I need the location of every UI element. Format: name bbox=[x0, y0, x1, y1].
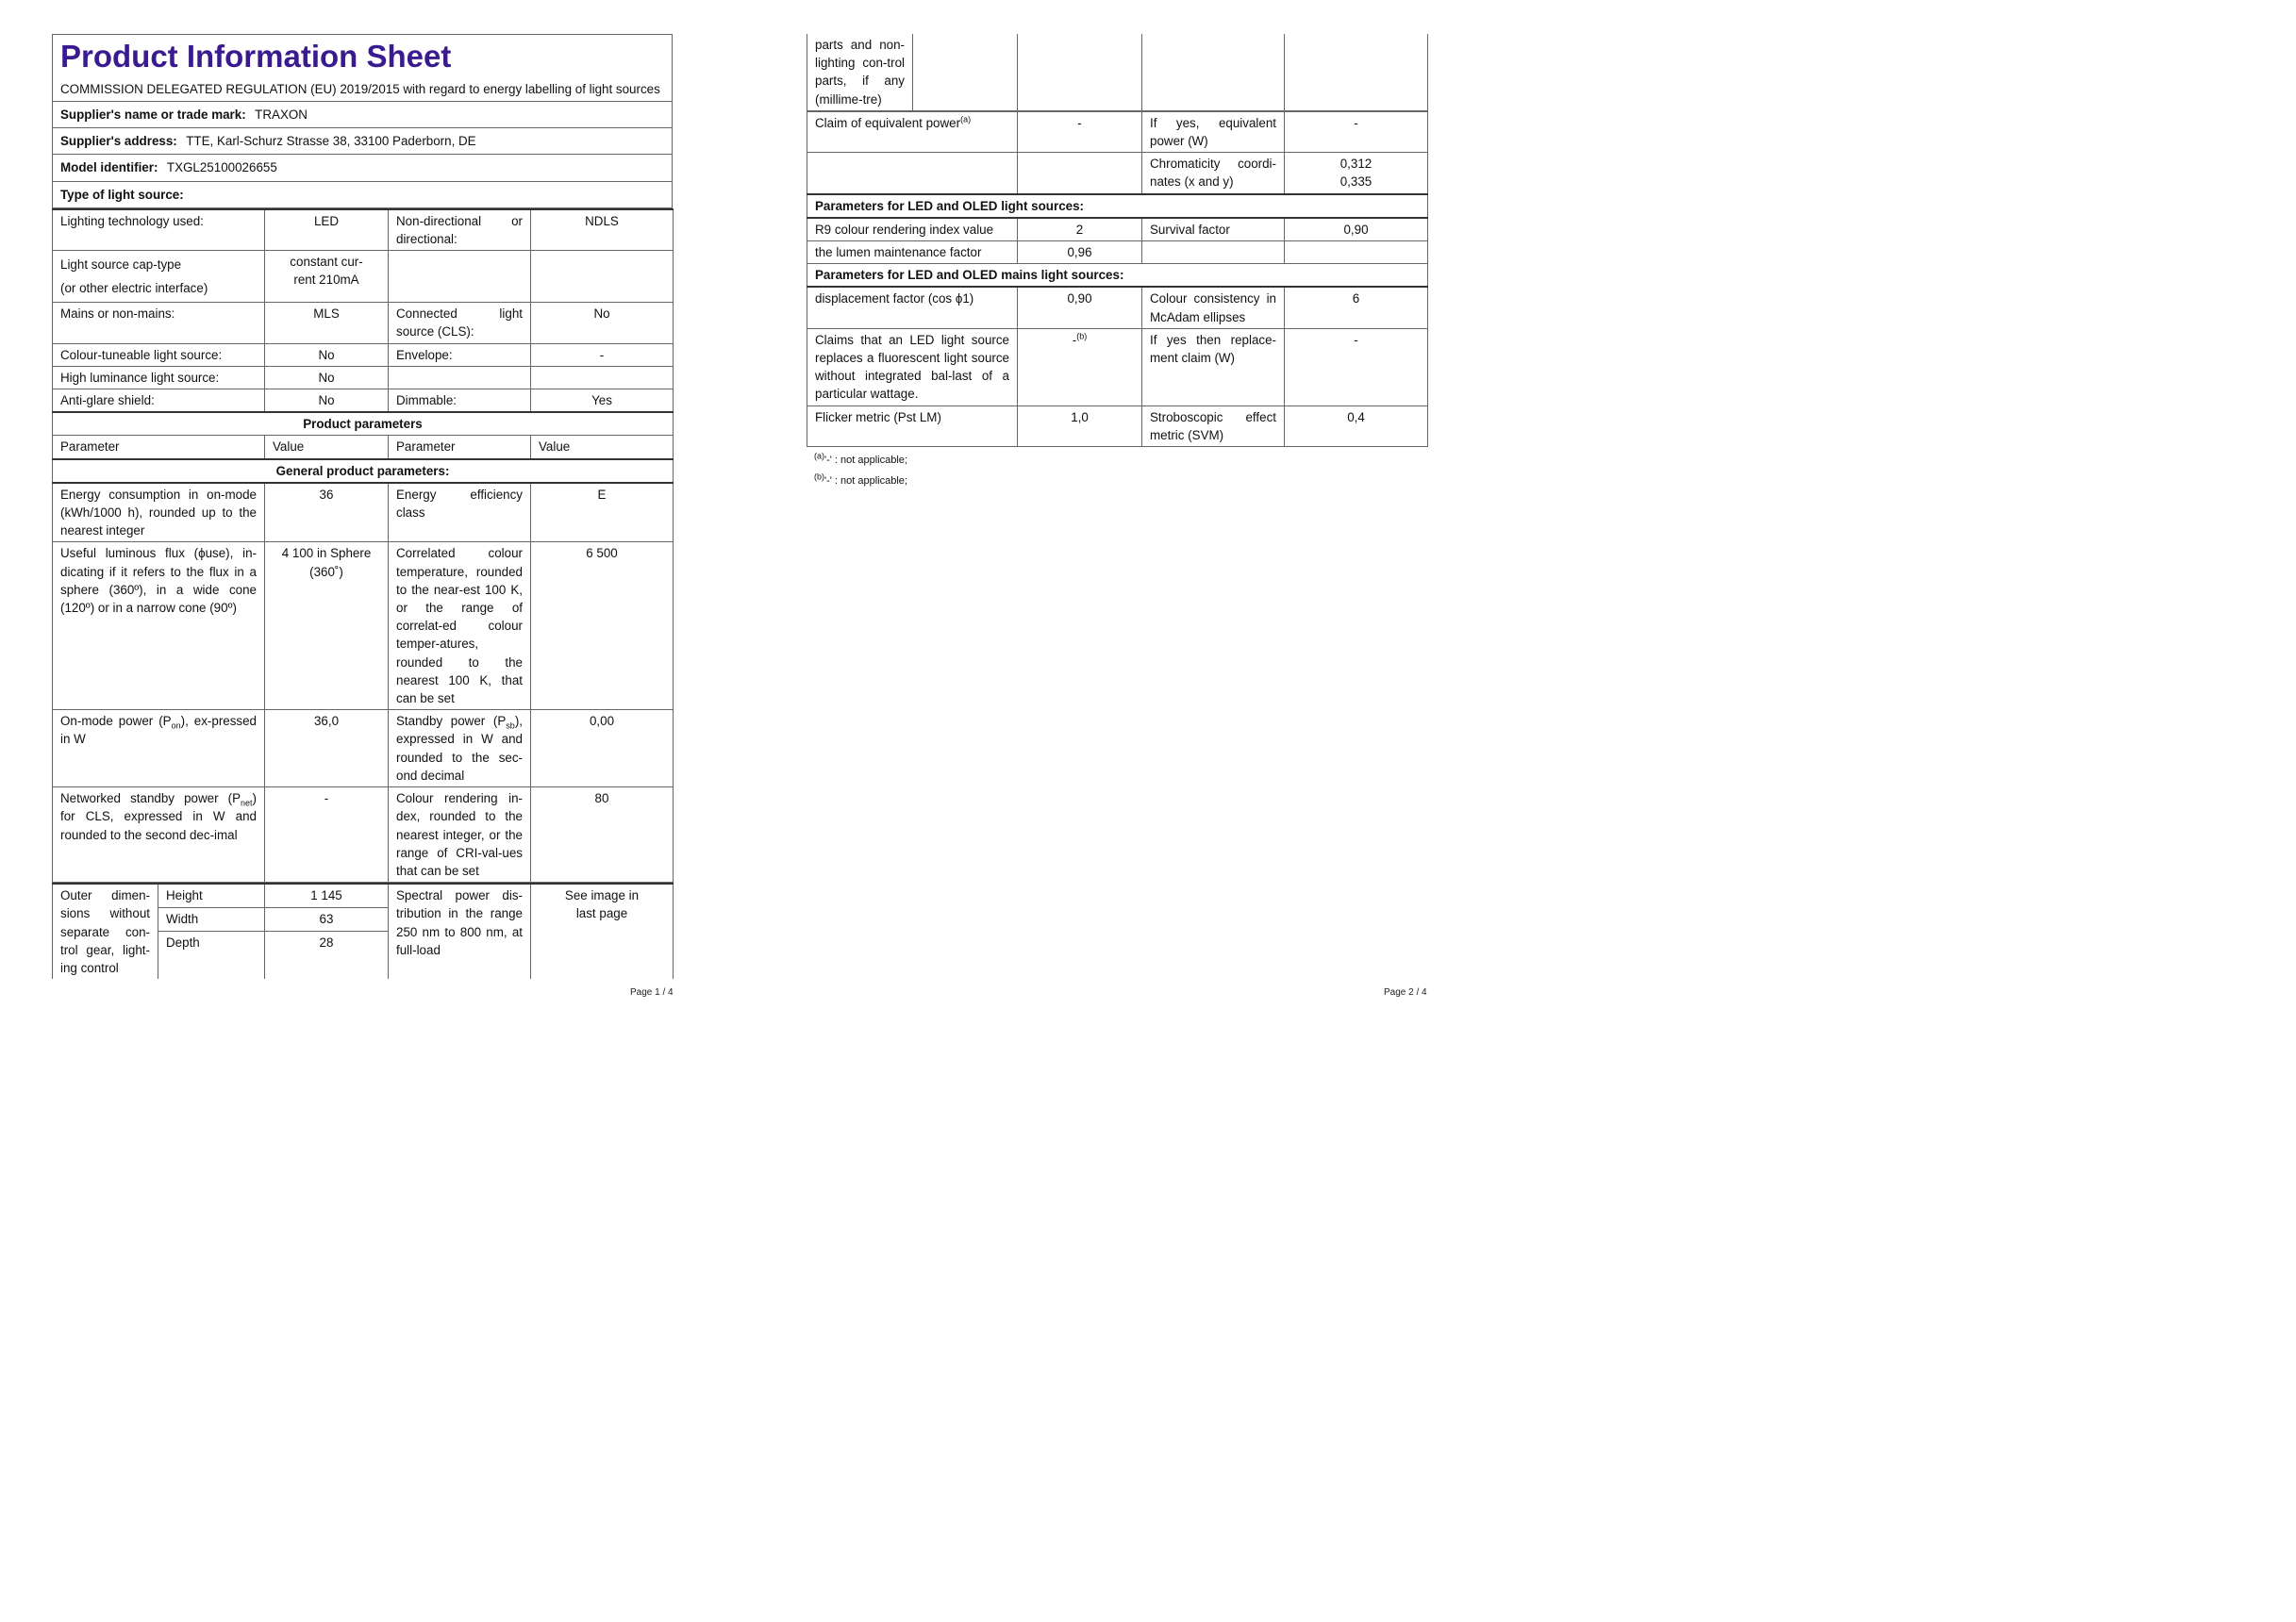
depth-value: 28 bbox=[265, 932, 389, 980]
footnote-a-text: '-' : not applicable; bbox=[824, 455, 907, 466]
flicker-metric-value: 1,0 bbox=[1018, 406, 1142, 446]
col-parameter-header: Parameter bbox=[53, 436, 265, 459]
energy-class-value: E bbox=[531, 483, 674, 542]
fluorescent-claim-dash: - bbox=[1072, 332, 1077, 347]
type-of-light-source-label: Type of light source: bbox=[60, 187, 184, 202]
chromaticity-x: 0,312 bbox=[1339, 157, 1373, 172]
height-label: Height bbox=[158, 884, 265, 908]
model-identifier-label: Model identifier: bbox=[60, 160, 158, 175]
led-params-title: Parameters for LED and OLED light sources: bbox=[807, 194, 1428, 218]
empty-cell bbox=[1142, 241, 1285, 264]
supplier-address-row bbox=[53, 128, 673, 155]
dimensions-table bbox=[52, 883, 674, 979]
r9-label: R9 colour rendering index value bbox=[807, 218, 1018, 241]
replacement-claim-label: If yes then replace-ment claim (W) bbox=[1142, 328, 1285, 406]
lighting-tech-label: Lighting technology used: bbox=[53, 209, 265, 251]
displacement-row bbox=[807, 287, 1428, 328]
footnote-a bbox=[814, 450, 907, 471]
equivalent-yes-value: - bbox=[1285, 111, 1428, 152]
fluorescent-claim-label: Claims that an LED light source replaces a fluorescent light source without integrated bal-last of a particular wattage. bbox=[807, 328, 1018, 406]
cap-type-value: constant cur-rent 210mA bbox=[265, 251, 389, 303]
standby-label-pre: Standby power (P bbox=[396, 714, 507, 729]
equivalent-power-label bbox=[807, 111, 1018, 152]
supplier-name-row bbox=[53, 102, 673, 128]
equivalent-power-value: - bbox=[1018, 111, 1142, 152]
equivalent-yes-label: If yes, equivalent power (W) bbox=[1142, 111, 1285, 152]
fluorescent-claim-value bbox=[1018, 328, 1142, 406]
general-params-title: General product parameters: bbox=[53, 459, 674, 483]
lighting-tech-value: LED bbox=[265, 209, 389, 251]
page-1 bbox=[52, 34, 673, 979]
on-mode-power-label-post: ), ex-pressed in W bbox=[60, 714, 258, 747]
networked-standby-row bbox=[53, 787, 674, 883]
empty-cell bbox=[1285, 241, 1428, 264]
footnotes bbox=[814, 450, 907, 491]
cap-type-label bbox=[53, 251, 265, 303]
column-header-row bbox=[53, 436, 674, 459]
stroboscopic-label: Stroboscopic effect metric (SVM) bbox=[1142, 406, 1285, 446]
cct-label: Correlated colour temperature, rounded to the near-est 100 K, or the range of correlat-ed colour temper-atures, rounded to the nearest 100 K, that can be set bbox=[389, 542, 531, 710]
width-label: Width bbox=[158, 908, 265, 932]
empty-cell bbox=[1018, 153, 1142, 194]
networked-label-pre: Networked standby power (P bbox=[60, 791, 241, 806]
r9-row bbox=[807, 218, 1428, 241]
type-of-light-source-row bbox=[53, 181, 673, 207]
outer-dimensions-label-continued: parts and non-lighting con-trol parts, if any (millime-tre) bbox=[807, 34, 913, 110]
flicker-row bbox=[807, 406, 1428, 446]
empty-cell bbox=[531, 366, 674, 389]
mains-value: MLS bbox=[265, 303, 389, 343]
flicker-metric-label: Flicker metric (Pst LM) bbox=[807, 406, 1018, 446]
page2-params-table bbox=[807, 111, 1428, 447]
energy-class-label: Energy efficiency class bbox=[389, 483, 531, 542]
displacement-factor-value: 0,90 bbox=[1018, 287, 1142, 328]
on-mode-power-label-pre: On-mode power (P bbox=[60, 714, 172, 729]
dimensions-continued-table bbox=[807, 34, 1428, 111]
model-identifier-value: TXGL25100026655 bbox=[166, 160, 277, 175]
envelope-label: Envelope: bbox=[389, 343, 531, 366]
energy-consumption-value: 36 bbox=[265, 483, 389, 542]
high-luminance-value: No bbox=[265, 366, 389, 389]
replacement-claim-value: - bbox=[1285, 328, 1428, 406]
cct-value: 6 500 bbox=[531, 542, 674, 710]
height-row bbox=[53, 884, 674, 908]
cls-label: Connected light source (CLS): bbox=[389, 303, 531, 343]
anti-glare-value: No bbox=[265, 389, 389, 413]
empty-cell bbox=[1285, 34, 1428, 110]
spectral-distribution-value: See image in last page bbox=[531, 884, 674, 979]
standby-power-value: 0,00 bbox=[531, 710, 674, 787]
led-params-title-row bbox=[807, 194, 1428, 218]
stroboscopic-value: 0,4 bbox=[1285, 406, 1428, 446]
equivalent-power-label-text: Claim of equivalent power bbox=[815, 115, 961, 130]
light-source-table bbox=[52, 208, 674, 883]
standby-label-post: ), expressed in W and rounded to the sec-ond decimal bbox=[396, 714, 523, 783]
lumen-maintenance-value: 0,96 bbox=[1018, 241, 1142, 264]
chromaticity-y: 0,335 bbox=[1339, 174, 1373, 190]
empty-cell bbox=[531, 251, 674, 303]
cap-type-label-line-2: (or other electric interface) bbox=[60, 281, 208, 296]
col-parameter-header: Parameter bbox=[389, 436, 531, 459]
cls-value: No bbox=[531, 303, 674, 343]
outer-dimensions-label: Outer dimen-sions without separate con-trol gear, light-ing control bbox=[53, 884, 158, 979]
page-title: Product Information Sheet bbox=[60, 39, 452, 74]
standby-sub: sb bbox=[506, 720, 515, 731]
sheet-header bbox=[52, 34, 673, 101]
dimmable-value: Yes bbox=[531, 389, 674, 413]
supplier-address-label: Supplier's address: bbox=[60, 134, 177, 149]
footnote-b bbox=[814, 471, 907, 491]
page-2-footer: Page 2 / 4 bbox=[1384, 987, 1427, 998]
empty-cell bbox=[1018, 34, 1142, 110]
high-luminance-label: High luminance light source: bbox=[53, 366, 265, 389]
on-mode-power-value: 36,0 bbox=[265, 710, 389, 787]
luminous-flux-row bbox=[53, 542, 674, 710]
standby-power-label bbox=[389, 710, 531, 787]
model-identifier-row bbox=[53, 155, 673, 181]
empty-cell bbox=[807, 153, 1018, 194]
anti-glare-row bbox=[53, 389, 674, 413]
colour-consistency-label: Colour consistency in McAdam ellipses bbox=[1142, 287, 1285, 328]
displacement-factor-label: displacement factor (cos ϕ1) bbox=[807, 287, 1018, 328]
energy-consumption-row bbox=[53, 483, 674, 542]
supplier-address-value: TTE, Karl-Schurz Strasse 38, 33100 Paderborn, DE bbox=[186, 134, 476, 149]
cap-type-label-line-1: Light source cap-type bbox=[60, 257, 182, 273]
supplier-table bbox=[52, 101, 673, 208]
depth-label: Depth bbox=[158, 932, 265, 980]
product-params-title: Product parameters bbox=[53, 412, 674, 436]
lumen-maintenance-label: the lumen maintenance factor bbox=[807, 241, 1018, 264]
cri-value: 80 bbox=[531, 787, 674, 883]
fluorescent-claim-row bbox=[807, 328, 1428, 406]
page-1-footer: Page 1 / 4 bbox=[630, 987, 674, 998]
survival-factor-value: 0,90 bbox=[1285, 218, 1428, 241]
regulation-subtitle: COMMISSION DELEGATED REGULATION (EU) 2019/2015 with regard to energy labelling of light sources bbox=[60, 82, 660, 96]
on-mode-power-label bbox=[53, 710, 265, 787]
luminous-flux-label: Useful luminous flux (ϕuse), in-dicating if it refers to the flux in a sphere (360º), in a wide cone (120º) or in a narrow cone (90º) bbox=[53, 542, 265, 710]
mains-row bbox=[53, 303, 674, 343]
on-mode-power-sub: on bbox=[171, 720, 181, 731]
col-value-header: Value bbox=[531, 436, 674, 459]
networked-standby-value: - bbox=[265, 787, 389, 883]
empty-cell bbox=[389, 251, 531, 303]
supplier-name-value: TRAXON bbox=[255, 108, 308, 122]
empty-cell bbox=[389, 366, 531, 389]
equivalent-power-row bbox=[807, 111, 1428, 152]
on-mode-power-row bbox=[53, 710, 674, 787]
colour-tuneable-label: Colour-tuneable light source: bbox=[53, 343, 265, 366]
height-value: 1 145 bbox=[265, 884, 389, 908]
footnote-b-text: '-' : not applicable; bbox=[824, 475, 907, 487]
chromaticity-value bbox=[1285, 153, 1428, 194]
product-params-title-row bbox=[53, 412, 674, 436]
colour-tuneable-value: No bbox=[265, 343, 389, 366]
envelope-value: - bbox=[531, 343, 674, 366]
led-mains-params-title: Parameters for LED and OLED mains light sources: bbox=[807, 264, 1428, 288]
footnote-a-mark: (a) bbox=[814, 451, 824, 461]
col-value-header: Value bbox=[265, 436, 389, 459]
high-luminance-row bbox=[53, 366, 674, 389]
footnote-b-ref: (b) bbox=[1076, 331, 1088, 341]
colour-consistency-value: 6 bbox=[1285, 287, 1428, 328]
footnote-b-mark: (b) bbox=[814, 472, 824, 482]
cri-label: Colour rendering in-dex, rounded to the nearest integer, or the range of CRI-val-ues that can be set bbox=[389, 787, 531, 883]
chromaticity-label: Chromaticity coordi-nates (x and y) bbox=[1142, 153, 1285, 194]
networked-label-post: ) for CLS, expressed in W and rounded to the second dec-imal bbox=[60, 791, 257, 842]
lighting-tech-row bbox=[53, 209, 674, 251]
footnote-a-ref: (a) bbox=[960, 114, 972, 124]
anti-glare-label: Anti-glare shield: bbox=[53, 389, 265, 413]
directional-label: Non-directional or directional: bbox=[389, 209, 531, 251]
empty-cell bbox=[913, 34, 1018, 110]
directional-value: NDLS bbox=[531, 209, 674, 251]
survival-factor-label: Survival factor bbox=[1142, 218, 1285, 241]
dimmable-label: Dimmable: bbox=[389, 389, 531, 413]
lumen-maintenance-row bbox=[807, 241, 1428, 264]
luminous-flux-value: 4 100 in Sphere (360˚) bbox=[265, 542, 389, 710]
r9-value: 2 bbox=[1018, 218, 1142, 241]
cap-type-row bbox=[53, 251, 674, 303]
width-value: 63 bbox=[265, 908, 389, 932]
networked-standby-label bbox=[53, 787, 265, 883]
dimensions-continued-row bbox=[807, 34, 1428, 110]
energy-consumption-label: Energy consumption in on-mode (kWh/1000 h), rounded up to the nearest integer bbox=[53, 483, 265, 542]
empty-cell bbox=[1142, 34, 1285, 110]
general-params-title-row bbox=[53, 459, 674, 483]
spectral-distribution-label: Spectral power dis-tribution in the range 250 nm to 800 nm, at full-load bbox=[389, 884, 531, 979]
colour-tuneable-row bbox=[53, 343, 674, 366]
led-mains-title-row bbox=[807, 264, 1428, 288]
networked-sub: net bbox=[241, 798, 253, 808]
page-2 bbox=[807, 34, 1427, 447]
supplier-name-label: Supplier's name or trade mark: bbox=[60, 108, 246, 122]
mains-label: Mains or non-mains: bbox=[53, 303, 265, 343]
chromaticity-row bbox=[807, 153, 1428, 194]
